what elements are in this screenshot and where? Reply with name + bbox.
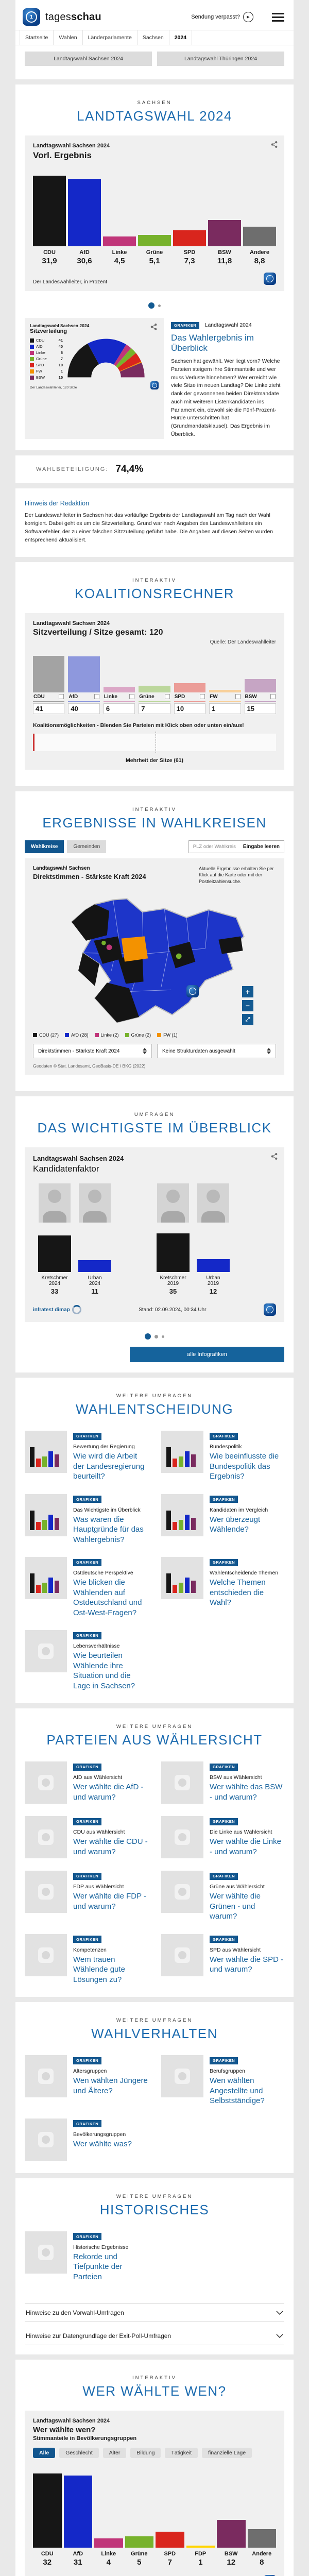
- filter-pills: [33, 2448, 276, 2458]
- teaser-item[interactable]: [25, 1934, 148, 1985]
- teaser-kicker: Landtagswahl 2024: [204, 322, 252, 328]
- teaser-kicker: Grüne aus Wählersicht: [210, 1884, 265, 1890]
- teaser-kicker: BSW aus Wählersicht: [210, 1774, 262, 1781]
- teaser-item[interactable]: [25, 1761, 148, 1804]
- teaser-kicker: Historische Ergebnisse: [73, 2244, 129, 2250]
- teaser-headline[interactable]: Rekorde und Tiefpunkte der Parteien: [73, 2252, 123, 2281]
- teaser-item[interactable]: [161, 1816, 284, 1858]
- play-icon[interactable]: ▶: [243, 12, 253, 22]
- grafiken-badge: GRAFIKEN: [171, 322, 199, 329]
- section-umfragen: UMFRAGEN DAS WICHTIGSTE IM ÜBERBLICK: [37, 1112, 272, 1136]
- coalition-column-SPD[interactable]: SPD 10: [174, 652, 205, 714]
- grafiken-badge: GRAFIKEN: [210, 1818, 238, 1825]
- grafiken-badge: GRAFIKEN: [210, 2057, 238, 2064]
- tagesschau-mini-logo-icon: [186, 985, 199, 997]
- tagesschau-globe-icon: [175, 2069, 190, 2084]
- wahlkreis-map-card: Landtagswahl Sachsen Direktstimmen - Stärkste Kraft 2024 Aktuelle Ergebnisse erhalten Sie per Klick auf die Karte oder mit der Postleitzahlensuche. + − ⤢ CDU (27) AfD (28) Linke (2) Grüne (2) FW (1) Direktstimmen - Stärkste Kraft 2024 Keine Strukturdaten ausgewählt Geodaten © Stat. Landesamt, GeoBasis-DE / BKG (2022): [25, 858, 284, 1075]
- grafiken-badge: GRAFIKEN: [73, 1559, 101, 1566]
- result-bar-chart: [33, 169, 276, 265]
- koalitionsrechner-card: Landtagswahl Sachsen 2024 Sitzverteilung / Sitze gesamt: 120 Quelle: Der Landeswahlleiter CDU 41 AfD 40 Linke 6 Grüne 7 SPD 10 FW 1 BSW 15 Koalitionsmöglichkeiten - Blenden Sie Parteien mit Klick oben oder unten ein/aus! Mehrheit der Sitze (61): [25, 613, 284, 770]
- bar-column-CDU: CDU 31,9: [33, 169, 66, 265]
- section-koalitionsrechner: INTERAKTIV KOALITIONSRECHNER: [74, 577, 235, 601]
- teaser-thumbnail: [25, 1816, 67, 1858]
- kandidatenfaktor-chart: [38, 1183, 271, 1295]
- teaser-item[interactable]: [161, 2055, 284, 2106]
- tagesschau-mini-logo-icon: [264, 1303, 276, 1316]
- section-historisches: WEITERE UMFRAGEN HISTORISCHES: [99, 2193, 210, 2217]
- teaser-thumbnail: [25, 2055, 67, 2097]
- accordion-exit-poll[interactable]: Hinweise zur Datengrundlage der Exit-Poll-Umfragen: [25, 2327, 284, 2345]
- teaser-item[interactable]: [25, 1816, 148, 1858]
- section-werwaehltewen: INTERAKTIV WER WÄHLTE WEN?: [82, 2375, 227, 2399]
- grafiken-badge: GRAFIKEN: [73, 2233, 101, 2240]
- candidate-photo: [39, 1183, 71, 1223]
- map-zoom-in-button[interactable]: +: [242, 986, 253, 997]
- hamburger-menu-icon[interactable]: [272, 13, 284, 22]
- teaser-kicker: Das Wichtigste im Überblick: [73, 1506, 141, 1513]
- tagesschau-globe-icon: [38, 2245, 54, 2260]
- teaser-item[interactable]: [161, 1934, 284, 1985]
- teaser-kicker: Bundespolitik: [210, 1444, 242, 1450]
- bar-column-AfD: AfD 31: [64, 2466, 93, 2567]
- breadcrumb-nav: [15, 30, 294, 45]
- teaser-item[interactable]: [161, 1761, 284, 1804]
- clear-input-button[interactable]: Eingabe leeren: [243, 843, 280, 850]
- teaser-headline[interactable]: Wer wählte die SPD - und warum?: [210, 1955, 284, 1974]
- carousel-dot[interactable]: [154, 1335, 158, 1338]
- tab-landtagswahl-sachsen[interactable]: Landtagswahl Sachsen 2024: [25, 52, 152, 66]
- teaser-thumbnail: [25, 1934, 67, 1976]
- carousel-dot[interactable]: [148, 302, 154, 309]
- mini-chart-decoration: [166, 1572, 196, 1593]
- tagesschau-mini-logo-icon: [150, 381, 159, 389]
- alle-infografiken-button[interactable]: alle Infografiken: [130, 1347, 284, 1362]
- teaser-headline[interactable]: Das Wahlergebnis im Überblick: [171, 333, 254, 353]
- tagesschau-mini-logo-icon: [264, 2575, 276, 2576]
- accordion-vorwahl-umfragen[interactable]: Hinweise zu den Vorwahl-Umfragen: [25, 2303, 284, 2322]
- teaser-kicker: Kandidaten im Vergleich: [210, 1506, 268, 1513]
- mini-chart-decoration: [30, 1572, 59, 1593]
- legend-row: BSW 15: [30, 375, 63, 380]
- wer-waehlte-wen-card: Landtagswahl Sachsen 2024 Wer wählte wen? Stimmanteile in Bevölkerungsgruppen Alle Geschlecht Alter Bildung Tätigkeit finanzielle Lage CDU 32 AfD 31 Linke 4 Grüne 5 SPD 7 FDP 1 BSW 12 Andere 8: [25, 2411, 284, 2576]
- teaser-kicker: Bevölkerungsgruppen: [73, 2131, 126, 2138]
- teaser-headline[interactable]: Wer überzeugt Wählende?: [210, 1515, 261, 1534]
- bar-column-Linke: Linke 4: [94, 2466, 123, 2567]
- seat-count-input[interactable]: 15: [245, 703, 276, 714]
- tagesschau-globe-icon: [38, 1884, 54, 1900]
- map-mode-select[interactable]: Direktstimmen - Stärkste Kraft 2024: [33, 1044, 152, 1058]
- bar-column-SPD: SPD 7: [156, 2466, 184, 2567]
- tagesschau-globe-icon: [38, 1643, 54, 1659]
- teaser-item[interactable]: [161, 1494, 284, 1545]
- teaser-kicker: Wahlentscheidende Themen: [210, 1570, 279, 1577]
- teaser-thumbnail: [161, 2055, 203, 2097]
- tab-gemeinden[interactable]: Gemeinden: [67, 840, 106, 853]
- sendung-verpasst-link[interactable]: Sendung verpasst? ▶: [191, 12, 253, 22]
- turnout-value: 74,4%: [115, 463, 144, 474]
- section-wahlverhalten: WEITERE UMFRAGEN WAHLVERHALTEN: [91, 2018, 218, 2042]
- grafiken-badge: GRAFIKEN: [73, 1764, 101, 1771]
- teaser-thumbnail: [25, 1494, 67, 1536]
- grafiken-badge: GRAFIKEN: [210, 1764, 238, 1771]
- map-legend-entry: Grüne (2): [125, 1032, 151, 1038]
- map-legend: [33, 1032, 276, 1038]
- brand-title[interactable]: tagesschau: [45, 11, 101, 23]
- map-fullscreen-button[interactable]: ⤢: [242, 1014, 253, 1025]
- coalition-column-Linke[interactable]: Linke 6: [104, 652, 135, 714]
- mini-chart-decoration: [166, 1510, 196, 1530]
- party-checkbox[interactable]: [200, 694, 205, 699]
- teaser-kicker: Lebensverhältnisse: [73, 1643, 120, 1650]
- grafiken-badge: GRAFIKEN: [73, 2057, 101, 2064]
- party-checkbox[interactable]: [129, 694, 134, 699]
- grafiken-badge: GRAFIKEN: [73, 1496, 101, 1503]
- seat-count-input[interactable]: 1: [209, 703, 241, 714]
- bar-column-Andere: Andere 8,8: [243, 169, 276, 265]
- coalition-column-Grüne[interactable]: Grüne 7: [139, 652, 170, 714]
- pill-alle[interactable]: Alle: [33, 2448, 55, 2458]
- teaser-item[interactable]: [25, 2055, 148, 2106]
- seat-count-input[interactable]: 40: [68, 703, 99, 714]
- tagesschau-globe-icon: [175, 1775, 190, 1790]
- candidate-column: Kretschmer 2019 35: [157, 1183, 190, 1295]
- grafiken-badge: GRAFIKEN: [210, 1559, 238, 1566]
- teaser-thumbnail: [161, 1557, 203, 1599]
- teaser-item[interactable]: [25, 1431, 148, 1482]
- teaser-kicker: AfD aus Wählersicht: [73, 1774, 123, 1781]
- party-checkbox[interactable]: [270, 694, 276, 699]
- party-checkbox[interactable]: [165, 694, 170, 699]
- bar-column-Grüne: Grüne 5,1: [138, 169, 171, 265]
- coalition-column-CDU[interactable]: CDU 41: [33, 652, 64, 714]
- teaser-headline[interactable]: Wie beeinflusste die Bundespolitik das Ergebnis?: [210, 1452, 279, 1481]
- select-arrows-icon: [143, 1048, 147, 1054]
- legend-row: AfD 40: [30, 344, 63, 349]
- tagesschau-globe-icon: [38, 2132, 54, 2147]
- carousel-dot[interactable]: [145, 1333, 151, 1340]
- candidate-photo: [79, 1183, 111, 1223]
- nav-startseite[interactable]: Startseite: [20, 30, 54, 45]
- teaser-thumbnail: [161, 1816, 203, 1858]
- pill-alter[interactable]: Alter: [103, 2448, 127, 2458]
- tab-wahlkreise[interactable]: Wahlkreise: [25, 840, 64, 853]
- teaser-text: Sachsen hat gewählt. Wer liegt vorn? Welche Parteien steigern ihre Stimmanteile und wer muss Verluste hinnehmen? Wer erreicht wie viele Sitze im neuen Landtag? Die Linke zieht dank der gewonnenen beiden Direktmandate auch mit weiteren Listenkandidaten ins Parlament ein, obwohl sie die Fünf-Prozent-Hürde unterschritten hat (Grundmandatsklausel). Das Ergebnis im Überblick.: [171, 358, 281, 437]
- bar-column-BSW: BSW 12: [217, 2466, 246, 2567]
- mini-chart-decoration: [30, 1446, 59, 1467]
- teaser-thumbnail: [25, 1630, 67, 1672]
- teaser-headline[interactable]: Wem trauen Wählende gute Lösungen zu?: [73, 1955, 125, 1984]
- teaser-thumbnail: [25, 1761, 67, 1804]
- grafiken-badge: GRAFIKEN: [73, 1936, 101, 1943]
- teaser-headline[interactable]: Wer wählte die Linke - und warum?: [210, 1837, 281, 1856]
- teaser-item[interactable]: [25, 1557, 148, 1618]
- page-title: SACHSEN LANDTAGSWAHL 2024: [77, 100, 232, 124]
- pill-finanzielle-lage[interactable]: finanzielle Lage: [202, 2448, 252, 2458]
- coalition-column-BSW[interactable]: BSW 15: [245, 652, 276, 714]
- grafiken-badge: GRAFIKEN: [210, 1936, 238, 1943]
- bar-column-AfD: AfD 30,6: [68, 169, 101, 265]
- candidate-column: Urban 2019 12: [197, 1183, 230, 1295]
- teaser-headline[interactable]: Wer wählte die Grünen - und warum?: [210, 1892, 261, 1921]
- nav-laenderparlamente[interactable]: Länderparlamente: [83, 30, 138, 45]
- candidate-photo: [157, 1183, 189, 1223]
- select-arrows-icon: [267, 1048, 271, 1054]
- tagesschau-globe-icon: [38, 2069, 54, 2084]
- seat-count-input[interactable]: 6: [104, 703, 135, 714]
- majority-label: Mehrheit der Sitze (61): [125, 757, 184, 764]
- note-title[interactable]: Hinweis der Redaktion: [25, 499, 90, 507]
- legend-row: FW 1: [30, 369, 63, 374]
- teaser-item[interactable]: [25, 1630, 148, 1691]
- search-input[interactable]: PLZ oder Wahlkreis: [193, 843, 236, 850]
- tagesschau-mini-logo-icon: [264, 273, 276, 285]
- chevron-down-icon: [276, 2334, 283, 2338]
- teaser-kicker: FDP aus Wählersicht: [73, 1884, 124, 1890]
- saxony-districts-map[interactable]: [33, 888, 276, 1026]
- teaser-item[interactable]: [161, 1871, 284, 1922]
- teaser-item[interactable]: [25, 2231, 148, 2282]
- tagesschau-logo-icon[interactable]: 1: [23, 8, 40, 26]
- teaser-kicker: Berufsgruppen: [210, 2068, 245, 2075]
- teaser-headline[interactable]: Wer wählte die FDP - und warum?: [73, 1892, 146, 1911]
- teaser-kicker: Bewertung der Regierung: [73, 1444, 135, 1450]
- tagesschau-globe-icon: [175, 1947, 190, 1963]
- teaser-headline[interactable]: Wer wählte die AfD - und warum?: [73, 1783, 144, 1802]
- teaser-kicker: CDU aus Wählersicht: [73, 1829, 125, 1836]
- bar-column-CDU: CDU 32: [33, 2466, 62, 2567]
- teaser-thumbnail: [25, 1871, 67, 1913]
- carousel-dot[interactable]: [158, 304, 161, 307]
- legend-row: CDU 41: [30, 338, 63, 343]
- teaser-thumbnail: [161, 1934, 203, 1976]
- seat-count-input[interactable]: 41: [33, 703, 64, 714]
- teaser-headline[interactable]: Wen wählten Jüngere und Ältere?: [73, 2076, 148, 2095]
- bar-column-Linke: Linke 4,5: [103, 169, 136, 265]
- teaser-item[interactable]: [161, 1557, 284, 1618]
- teaser-item[interactable]: [25, 1871, 148, 1922]
- tab-landtagswahl-thueringen[interactable]: Landtagswahl Thüringen 2024: [157, 52, 284, 66]
- result-chart-card: Landtagswahl Sachsen 2024 Vorl. Ergebnis CDU 31,9 AfD 30,6 Linke 4,5 Grüne 5,1 SPD 7,3 BSW 11,8 Andere 8,8 Der Landeswahlleiter, in Prozent: [25, 135, 284, 291]
- grafiken-badge: GRAFIKEN: [73, 1632, 101, 1639]
- teaser-item[interactable]: [161, 1431, 284, 1482]
- party-checkbox[interactable]: [94, 694, 99, 699]
- legend-row: Grüne 7: [30, 357, 63, 361]
- teaser-kicker: Altersgruppen: [73, 2068, 107, 2075]
- bar-column-SPD: SPD 7,3: [173, 169, 206, 265]
- teaser-item[interactable]: [25, 2119, 148, 2161]
- teaser-thumbnail: [25, 2119, 67, 2161]
- geo-source: Geodaten © Stat. Landesamt, GeoBasis-DE / BKG (2022): [33, 1063, 146, 1069]
- candidate-column: Urban 2024 11: [78, 1183, 111, 1295]
- seat-count-input[interactable]: 7: [139, 703, 170, 714]
- coalition-party-columns: [33, 652, 276, 714]
- plz-search[interactable]: [188, 840, 284, 853]
- pill-bildung[interactable]: Bildung: [130, 2448, 161, 2458]
- seat-chart-card[interactable]: Landtagswahl Sachsen 2024 Sitzverteilung CDU 41 AfD 40 Linke 6 Grüne 7 SPD 10 FW 1 BSW 15 Der Landeswahlleiter, 120 Sitze: [25, 318, 164, 439]
- werwen-bar-chart: [33, 2466, 276, 2567]
- turnout-strip: WAHLBETEILIGUNG: 74,4%: [36, 463, 144, 474]
- teaser-kicker: SPD aus Wählersicht: [210, 1946, 261, 1953]
- teaser-item[interactable]: [25, 1494, 148, 1545]
- map-legend-entry: FW (1): [157, 1032, 178, 1038]
- teaser-headline[interactable]: Was waren die Hauptgründe für das Wahlergebnis?: [73, 1515, 144, 1544]
- share-icon[interactable]: [150, 323, 158, 333]
- tagesschau-globe-icon: [38, 1829, 54, 1845]
- party-checkbox[interactable]: [235, 694, 241, 699]
- map-legend-entry: Linke (2): [95, 1032, 119, 1038]
- teaser-headline[interactable]: Welche Themen entschieden die Wahl?: [210, 1578, 266, 1607]
- map-zoom-out-button[interactable]: −: [242, 1000, 253, 1011]
- party-checkbox[interactable]: [59, 694, 64, 699]
- teaser-kicker: Ostdeutsche Perspektive: [73, 1570, 133, 1577]
- grafiken-badge: GRAFIKEN: [73, 1818, 101, 1825]
- teaser-thumbnail: [161, 1431, 203, 1473]
- bar-column-Grüne: Grüne 5: [125, 2466, 154, 2567]
- infratest-dimap-logo: infratest dimap: [33, 1305, 81, 1314]
- teaser-kicker: Kompetenzen: [73, 1946, 107, 1953]
- nav-2024[interactable]: 2024: [169, 30, 192, 45]
- chevron-down-icon: [276, 2311, 283, 2315]
- teaser-thumbnail: [25, 1557, 67, 1599]
- teaser-thumbnail: [25, 2231, 67, 2274]
- editorial-note: Hinweis der Redaktion Der Landeswahlleiter in Sachsen hat das vorläufige Ergebnis der Landtagswahl am Tag nach der Wahl korrigiert. Dabei geht es um die Sitzverteilung. Grund war nach Angaben des Landeswahlleiters ein Softwarefehler, der zu einer falschen Sitzzuteilung geführt habe. Die Angaben auf diesen Seiten wurden entsprechend aktualisiert.: [15, 492, 294, 548]
- carousel-dot[interactable]: [162, 1335, 164, 1338]
- pill-taetigkeit[interactable]: Tätigkeit: [165, 2448, 198, 2458]
- tagesschau-globe-icon: [38, 1947, 54, 1963]
- site-header: [15, 0, 294, 79]
- teaser-headline[interactable]: Wer wählte was?: [73, 2139, 132, 2148]
- teaser-thumbnail: [161, 1761, 203, 1804]
- grafiken-badge: GRAFIKEN: [73, 2120, 101, 2127]
- share-icon[interactable]: [270, 141, 278, 151]
- bar-column-BSW: BSW 11,8: [208, 169, 241, 265]
- share-icon[interactable]: [270, 1153, 278, 1163]
- bar-column-FDP: FDP 1: [186, 2466, 215, 2567]
- legend-row: Linke 6: [30, 350, 63, 355]
- section-wahlkreise: INTERAKTIV ERGEBNISSE IN WAHLKREISEN: [42, 806, 267, 831]
- tagesschau-globe-icon: [175, 1829, 190, 1845]
- teaser-thumbnail: [25, 1431, 67, 1473]
- tagesschau-globe-icon: [175, 1884, 190, 1900]
- tagesschau-globe-icon: [38, 1775, 54, 1790]
- carousel-dots: [15, 298, 294, 311]
- teaser-headline[interactable]: Wie blicken die Wählenden auf Ostdeutschland und Ost-West-Fragen?: [73, 1578, 142, 1617]
- grafiken-badge: GRAFIKEN: [210, 1433, 238, 1440]
- mini-chart-decoration: [30, 1510, 59, 1530]
- coalition-column-AfD[interactable]: AfD 40: [68, 652, 99, 714]
- teaser-kicker: Die Linke aus Wählersicht: [210, 1829, 272, 1836]
- coalition-column-FW[interactable]: FW 1: [209, 652, 241, 714]
- candidate-photo: [197, 1183, 229, 1223]
- map-legend-entry: AfD (28): [65, 1032, 89, 1038]
- grafiken-badge: GRAFIKEN: [210, 1873, 238, 1880]
- seat-legend: [30, 336, 63, 381]
- structure-data-select[interactable]: Keine Strukturdaten ausgewählt: [157, 1044, 276, 1058]
- kandidatenfaktor-card: Landtagswahl Sachsen 2024 Kandidatenfaktor Kretschmer 2024 33 Urban 2024 11 Kretschmer 2019 35 Urban 2019 12 infratest dimap Stand: 02.09.2024, 00:34 Uhr: [25, 1147, 284, 1322]
- seat-distribution-halfdonut: [65, 336, 147, 380]
- majority-bar-track: [33, 734, 276, 751]
- bar-column-Andere: Andere 8: [248, 2466, 277, 2567]
- pill-geschlecht[interactable]: Geschlecht: [59, 2448, 99, 2458]
- seat-count-input[interactable]: 10: [174, 703, 205, 714]
- section-parteiensicht: WEITERE UMFRAGEN PARTEIEN AUS WÄHLERSICHT: [46, 1724, 263, 1748]
- legend-row: SPD 10: [30, 363, 63, 367]
- map-legend-entry: CDU (27): [33, 1032, 59, 1038]
- section-wahlentscheidung: WEITERE UMFRAGEN WAHLENTSCHEIDUNG: [75, 1393, 234, 1417]
- teaser-thumbnail: [161, 1871, 203, 1913]
- grafiken-badge: GRAFIKEN: [210, 1496, 238, 1503]
- grafiken-badge: GRAFIKEN: [73, 1873, 101, 1880]
- teaser-headline[interactable]: Wer wählte die CDU - und warum?: [73, 1837, 148, 1856]
- carousel-dots: [15, 1329, 294, 1342]
- stand-timestamp: Stand: 02.09.2024, 00:34 Uhr: [139, 1307, 207, 1313]
- teaser-headline[interactable]: Wen wählten Angestellte und Selbstständige?: [210, 2076, 265, 2106]
- teaser-headline[interactable]: Wer wählte das BSW - und warum?: [210, 1783, 283, 1802]
- candidate-column: Kretschmer 2024 33: [38, 1183, 71, 1295]
- grafiken-badge: GRAFIKEN: [73, 1433, 101, 1440]
- teaser-thumbnail: [161, 1494, 203, 1536]
- chart-source: Der Landeswahlleiter, in Prozent: [33, 279, 107, 285]
- nav-wahlen[interactable]: Wahlen: [54, 30, 82, 45]
- mini-chart-decoration: [166, 1446, 196, 1467]
- teaser-headline[interactable]: Wie wird die Arbeit der Landesregierung beurteilt?: [73, 1452, 145, 1481]
- nav-sachsen[interactable]: Sachsen: [138, 30, 169, 45]
- teaser-headline[interactable]: Wie beurteilen Wählende ihre Situation und die Lage in Sachsen?: [73, 1651, 135, 1690]
- source-label: Quelle: Der Landeswahlleiter: [210, 639, 276, 645]
